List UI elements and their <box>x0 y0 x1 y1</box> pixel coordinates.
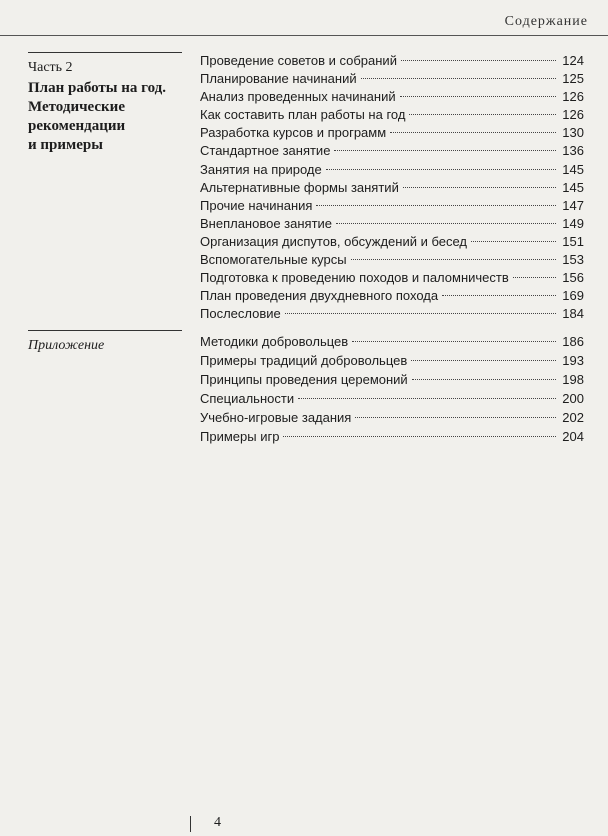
part-title-line: и примеры <box>28 137 103 153</box>
toc-entry-page: 124 <box>562 53 584 68</box>
toc-entry-page: 186 <box>562 334 584 349</box>
part-heading <box>28 52 186 155</box>
toc-entry-title: Занятия на природе <box>200 161 322 177</box>
toc-entry-page: 125 <box>562 71 584 87</box>
toc-entry[interactable] <box>200 333 584 352</box>
toc-appendix-list <box>200 333 584 447</box>
dot-leader <box>285 313 556 314</box>
toc-entry-page: 151 <box>562 233 584 249</box>
toc-entry[interactable] <box>200 215 584 233</box>
toc-entry-page: 145 <box>562 161 584 177</box>
dot-leader <box>513 277 556 278</box>
toc-entry-page: 153 <box>562 252 584 268</box>
toc-entry-page: 126 <box>562 107 584 123</box>
dot-leader <box>352 341 556 342</box>
toc-entry[interactable] <box>200 179 584 197</box>
toc-entry-title: Стандартное занятие <box>200 143 331 159</box>
toc-entry-title: Как составить план работы на год <box>200 107 406 123</box>
toc-entry[interactable] <box>200 305 584 323</box>
toc-entry-title: Подготовка к проведению походов и паломничеств <box>200 270 509 286</box>
dot-leader <box>442 295 556 296</box>
toc-entry[interactable] <box>200 124 584 142</box>
dot-leader <box>471 241 556 242</box>
toc-entry-title: Послесловие <box>200 306 281 322</box>
page-number: 4 <box>214 815 221 830</box>
toc-entry[interactable] <box>200 371 584 390</box>
header-rule <box>0 35 608 36</box>
toc-entry[interactable] <box>200 251 584 269</box>
running-head: Содержание <box>504 14 588 29</box>
toc-entry[interactable] <box>200 428 584 447</box>
part-title <box>28 79 186 155</box>
toc-entry[interactable] <box>200 106 584 124</box>
dot-leader <box>298 398 556 399</box>
toc-entry[interactable] <box>200 70 584 88</box>
toc-entry-page: 136 <box>562 143 584 159</box>
toc-entry-title: Разработка курсов и программ <box>200 125 387 141</box>
toc-entry[interactable] <box>200 161 584 179</box>
toc-entry[interactable] <box>200 287 584 305</box>
toc-entry[interactable] <box>200 352 584 371</box>
dot-leader <box>409 114 556 115</box>
dot-leader <box>283 436 556 437</box>
toc-entry-page: 130 <box>562 125 584 141</box>
dot-leader <box>403 187 556 188</box>
part-rule <box>28 52 182 53</box>
toc-entry-page: 169 <box>562 288 584 304</box>
toc-entry-page: 193 <box>562 353 584 368</box>
dot-leader <box>361 78 556 79</box>
dot-leader <box>400 96 556 97</box>
toc-entry[interactable] <box>200 390 584 409</box>
toc-entry-page: 204 <box>562 429 584 444</box>
appendix-rule <box>28 330 182 331</box>
dot-leader <box>334 150 556 151</box>
toc-entry-page: 145 <box>562 179 584 195</box>
toc-entry-title: Примеры традиций добровольцев <box>200 353 408 368</box>
gutter-mark <box>190 816 191 832</box>
toc-entry[interactable] <box>200 52 584 70</box>
part-title-line: рекомендации <box>28 118 126 134</box>
toc-entry-title: Специальности <box>200 391 295 406</box>
toc-entry-page: 202 <box>562 410 584 425</box>
toc-entry-title: Внеплановое занятие <box>200 215 333 231</box>
toc-entry-title: Планирование начинаний <box>200 71 357 87</box>
toc-entry-page: 149 <box>562 215 584 231</box>
dot-leader <box>355 417 556 418</box>
toc-entry[interactable] <box>200 142 584 160</box>
toc-main-list <box>200 52 584 323</box>
toc-entry-title: Организация диспутов, обсуждений и бесед <box>200 233 468 249</box>
toc-entry-title: Вспомогательные курсы <box>200 252 347 268</box>
toc-entry-title: Альтернативные формы занятий <box>200 179 399 195</box>
toc-entry-title: План проведения двухдневного похода <box>200 288 439 304</box>
part-label: Часть 2 <box>28 60 73 75</box>
toc-entry-page: 198 <box>562 372 584 387</box>
dot-leader <box>390 132 556 133</box>
dot-leader <box>351 259 556 260</box>
dot-leader <box>316 205 556 206</box>
toc-entry-page: 147 <box>562 197 584 213</box>
dot-leader <box>326 169 556 170</box>
toc-entry[interactable] <box>200 233 584 251</box>
toc-entry-title: Проведение советов и собраний <box>200 53 397 68</box>
toc-entry-page: 200 <box>562 391 584 406</box>
toc-entry-page: 156 <box>562 270 584 286</box>
appendix-heading <box>28 330 186 355</box>
dot-leader <box>336 223 556 224</box>
toc-entry-page: 184 <box>562 306 584 322</box>
toc-entry-page: 126 <box>562 89 584 105</box>
part-title-line: Методические <box>28 99 125 115</box>
part-title-line: План работы на год. <box>28 80 166 96</box>
dot-leader <box>401 60 556 61</box>
toc-entry[interactable] <box>200 197 584 215</box>
toc-entry-title: Методики добровольцев <box>200 334 349 349</box>
toc-entry-title: Примеры игр <box>200 429 280 444</box>
dot-leader <box>411 360 556 361</box>
toc-entry[interactable] <box>200 409 584 428</box>
toc-entry-title: Прочие начинания <box>200 197 313 213</box>
appendix-label: Приложение <box>28 338 105 353</box>
toc-entry-title: Учебно-игровые задания <box>200 410 352 425</box>
toc-entry[interactable] <box>200 88 584 106</box>
toc-entry-title: Анализ проведенных начинаний <box>200 89 396 105</box>
toc-entry[interactable] <box>200 269 584 287</box>
toc-entry-title: Принципы проведения церемоний <box>200 372 408 387</box>
dot-leader <box>412 379 556 380</box>
